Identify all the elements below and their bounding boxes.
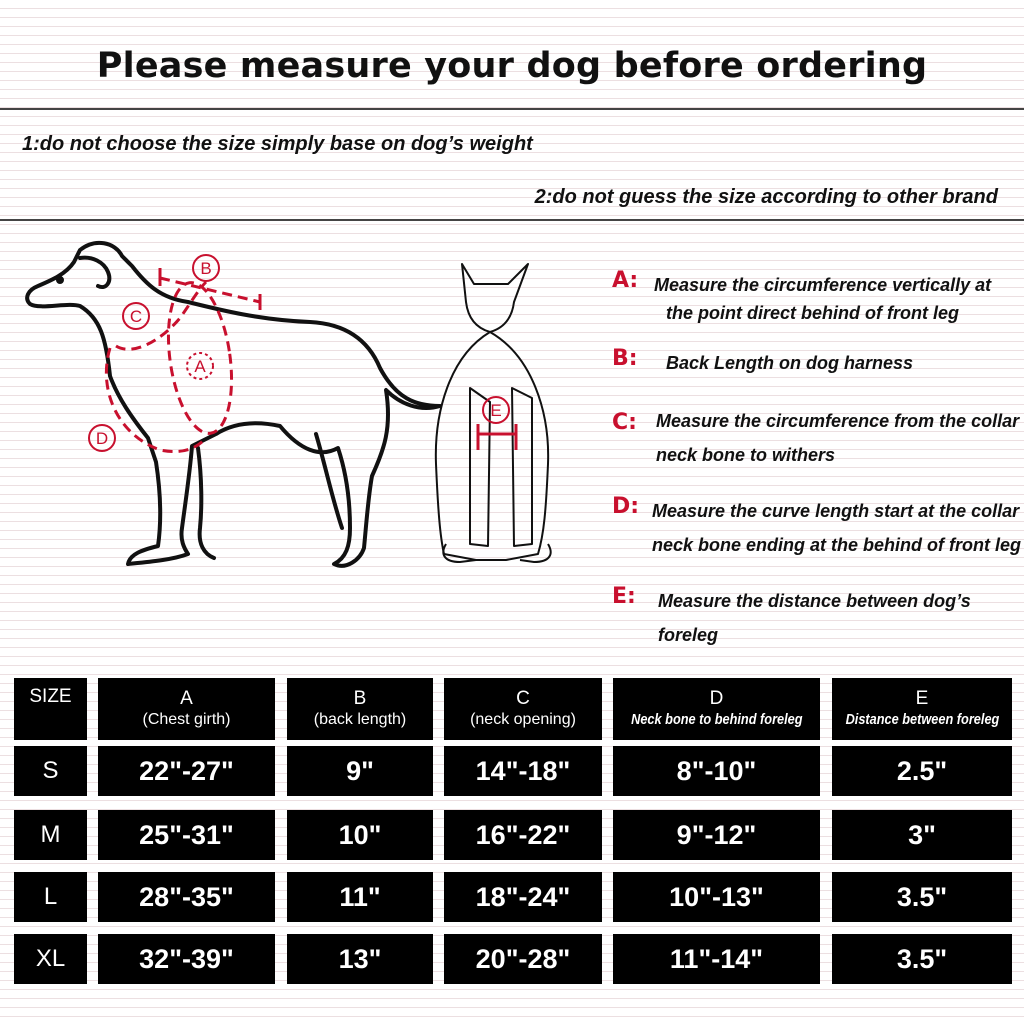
table-cell-size: L xyxy=(14,872,87,922)
table-cell-chest-girth: 22"-27" xyxy=(98,746,275,796)
table-header-size: SIZE xyxy=(14,678,87,740)
table-cell-foreleg-distance: 3.5" xyxy=(832,872,1012,922)
label-e: E xyxy=(490,401,502,420)
legend-letter-b: B: xyxy=(612,346,638,371)
table-cell-back-length: 11" xyxy=(287,872,433,922)
legend-letter-c: C: xyxy=(612,410,637,435)
table-header-c: C (neck opening) xyxy=(444,678,602,740)
table-cell-size: XL xyxy=(14,934,87,984)
legend-text-d-line2: neck bone ending at the behind of front leg xyxy=(652,535,1021,555)
table-cell-foreleg-distance: 2.5" xyxy=(832,746,1012,796)
table-cell-neck-opening: 18"-24" xyxy=(444,872,602,922)
table-cell-back-length: 10" xyxy=(287,810,433,860)
table-cell-neck-to-foreleg: 8"-10" xyxy=(613,746,820,796)
table-cell-chest-girth: 25"-31" xyxy=(98,810,275,860)
page-title: Please measure your dog before ordering xyxy=(96,46,928,86)
table-cell-back-length: 9" xyxy=(287,746,433,796)
table-cell-neck-opening: 14"-18" xyxy=(444,746,602,796)
legend-text-c-line2: neck bone to withers xyxy=(656,445,836,465)
legend-letter-d: D: xyxy=(612,494,640,519)
table-header-e: E Distance between foreleg xyxy=(832,678,1012,740)
label-a: A xyxy=(194,357,206,376)
legend-text-c-line1: Measure the circumference from the collar xyxy=(656,411,1020,431)
label-d: D xyxy=(95,429,109,448)
note-brand: 2:do not guess the size according to other brand xyxy=(534,186,998,208)
legend-text-e-line1: Measure the distance between dog’s foreleg xyxy=(658,591,971,645)
table-cell-neck-opening: 16"-22" xyxy=(444,810,602,860)
table-cell-chest-girth: 28"-35" xyxy=(98,872,275,922)
table-cell-chest-girth: 32"-39" xyxy=(98,934,275,984)
legend-text-a-line2: the point direct behind of front leg xyxy=(666,303,959,323)
table-cell-foreleg-distance: 3" xyxy=(832,810,1012,860)
table-cell-foreleg-distance: 3.5" xyxy=(832,934,1012,984)
divider-bottom xyxy=(0,219,1024,221)
dog-side-view-icon xyxy=(27,243,440,566)
table-cell-size: S xyxy=(14,746,87,796)
legend-letter-e: E: xyxy=(612,584,636,609)
legend-text-a-line1: Measure the circumference vertically at xyxy=(654,275,992,295)
note-weight: 1:do not choose the size simply base on dog’s weight xyxy=(22,133,533,155)
table-header-b: B (back length) xyxy=(287,678,433,740)
table-cell-neck-to-foreleg: 11"-14" xyxy=(613,934,820,984)
table-cell-neck-to-foreleg: 9"-12" xyxy=(613,810,820,860)
label-b: B xyxy=(200,259,212,278)
legend-letter-a: A: xyxy=(612,268,639,293)
legend-text-b-line1: Back Length on dog harness xyxy=(666,353,914,373)
legend-text-d-line1: Measure the curve length start at the collar xyxy=(652,501,1020,521)
label-c: C xyxy=(129,307,143,326)
table-header-d: D Neck bone to behind foreleg xyxy=(613,678,820,740)
dog-measurement-illustration xyxy=(20,228,600,588)
table-cell-neck-to-foreleg: 10"-13" xyxy=(613,872,820,922)
table-cell-size: M xyxy=(14,810,87,860)
table-header-a: A (Chest girth) xyxy=(98,678,275,740)
table-cell-neck-opening: 20"-28" xyxy=(444,934,602,984)
divider-top xyxy=(0,108,1024,110)
table-cell-back-length: 13" xyxy=(287,934,433,984)
